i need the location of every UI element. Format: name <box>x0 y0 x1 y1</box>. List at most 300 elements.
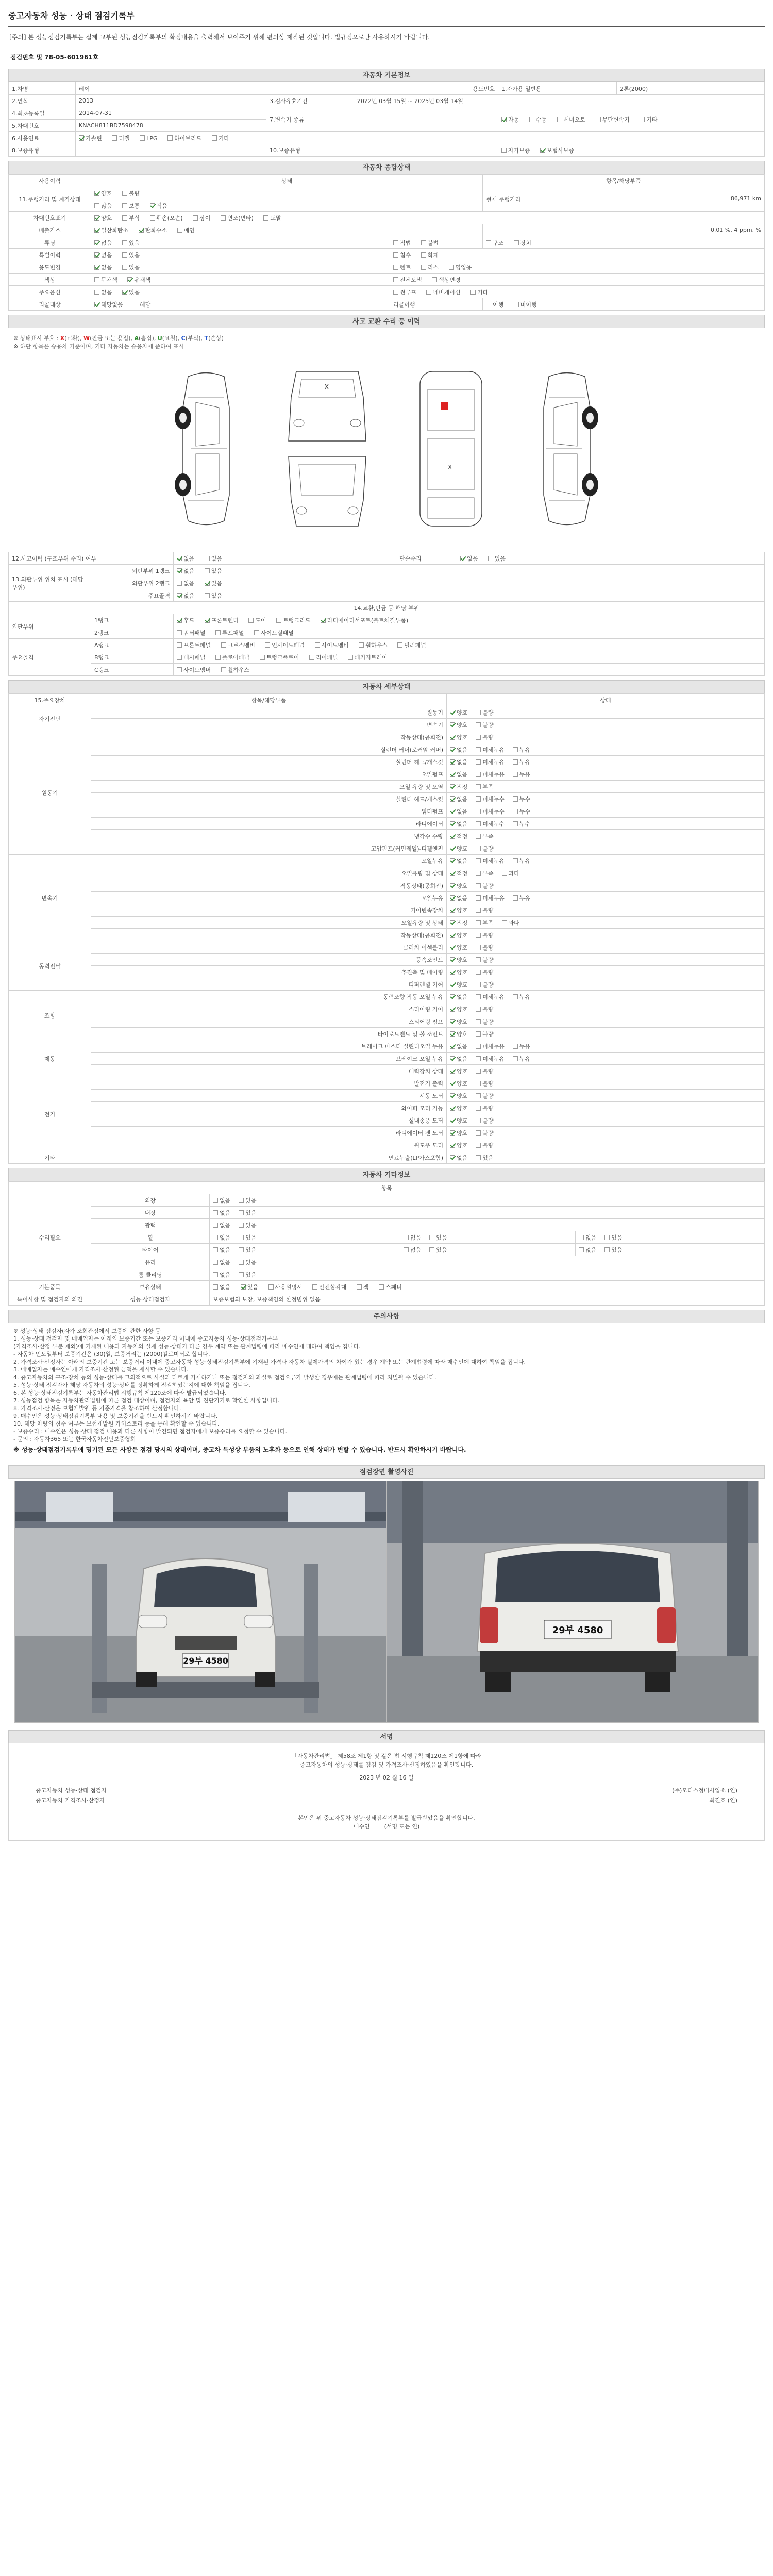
part-label: 내장 <box>91 1207 210 1219</box>
checkbox[interactable] <box>476 1143 481 1148</box>
checkbox[interactable] <box>213 1247 218 1252</box>
checkbox[interactable] <box>213 1260 218 1265</box>
checkbox[interactable] <box>501 117 507 122</box>
checkbox[interactable] <box>94 252 99 258</box>
checkbox[interactable] <box>476 1130 481 1136</box>
component-status: 양호 불량 <box>447 954 765 966</box>
inspector-value: (주)모터스정비사업소 (인) <box>672 1787 737 1794</box>
checkbox[interactable] <box>94 302 99 307</box>
checkbox[interactable] <box>450 1007 455 1012</box>
component-status: 양호 불량 <box>447 842 765 855</box>
status-options: 양호 불량 <box>91 187 483 199</box>
accident-options: 없음 있음 <box>174 552 364 565</box>
checkbox[interactable] <box>254 630 259 635</box>
emission-values: 0.01 %, 4 ppm, % <box>483 224 765 236</box>
checkbox[interactable] <box>488 556 493 561</box>
checkbox[interactable] <box>122 215 127 221</box>
checkbox[interactable] <box>450 1143 455 1148</box>
checkbox[interactable] <box>476 809 481 814</box>
checkbox[interactable] <box>450 994 455 999</box>
form-number-label: 점검번호 및 <box>10 54 43 61</box>
component-label: 실내송풍 모터 <box>91 1114 447 1127</box>
checkbox[interactable] <box>502 871 507 876</box>
checkbox[interactable] <box>476 1069 481 1074</box>
checkbox[interactable] <box>239 1223 244 1228</box>
checkbox[interactable] <box>501 148 507 153</box>
first-reg-date: 2014-07-31 <box>76 107 266 120</box>
notice-text: [주의] 본 성능점검기록부는 실제 교부된 성능점검기록부의 확정내용을 출력해서 보여주기 위해 편의상 제작된 것입니다. 법규정으로만 사용하시기 바랍니다. <box>9 33 430 41</box>
checkbox[interactable] <box>205 593 210 598</box>
buyer-sign: (서명 또는 인) <box>384 1823 420 1830</box>
checkbox[interactable] <box>450 883 455 888</box>
buyer-label: 매수인 <box>353 1823 370 1830</box>
component-status: 없음 미세누수 누수 <box>447 793 765 805</box>
component-label: 오일유량 및 상태 <box>91 917 447 929</box>
status-options: 일산화탄소 탄화수소 매연 <box>91 224 483 236</box>
component-status: 양호 불량 <box>447 1015 765 1028</box>
component-status: 없음 미세누유 누유 <box>447 892 765 904</box>
signature-box <box>8 1743 765 1841</box>
checkbox[interactable] <box>450 920 455 925</box>
checkbox[interactable] <box>476 1044 481 1049</box>
checkbox[interactable] <box>514 302 519 307</box>
checkbox[interactable] <box>476 1093 481 1098</box>
checkbox[interactable] <box>470 290 476 295</box>
caution-line: 9. 매수인은 성능·상태점검기록부 내용 및 보증기간을 반드시 확인하시기 바랍니다. <box>13 1413 218 1419</box>
checkbox[interactable] <box>404 1247 409 1252</box>
opinion-label: 특이사항 및 점검자의 의견 <box>9 1293 91 1306</box>
status-options: 많음 보통 적음 <box>91 199 483 212</box>
checkbox[interactable] <box>476 846 481 851</box>
checkbox[interactable] <box>94 277 99 282</box>
checkbox[interactable] <box>177 581 182 586</box>
warranty-options: 자가보증 보험사보증 <box>498 144 765 157</box>
checkbox[interactable] <box>513 858 518 863</box>
rank-label: 2랭크 <box>91 626 174 639</box>
checkbox[interactable] <box>432 277 437 282</box>
other-table <box>8 1181 765 1306</box>
other-section-title: 자동차 기타정보 <box>8 1168 765 1181</box>
checkbox[interactable] <box>393 252 398 258</box>
inspector-label: 중고자동차 성능·상태 점검자 <box>36 1787 107 1794</box>
checkbox[interactable] <box>450 858 455 863</box>
checkbox[interactable] <box>450 945 455 950</box>
frame-options: 없음 있음 <box>174 577 765 589</box>
checkbox[interactable] <box>450 722 455 727</box>
checkbox[interactable] <box>450 1118 455 1123</box>
checkbox[interactable] <box>429 1235 434 1240</box>
checkbox[interactable] <box>426 290 431 295</box>
checkbox[interactable] <box>150 215 155 221</box>
checkbox[interactable] <box>476 834 481 839</box>
caution-line: 5. 성능·상태 점검자가 해당 자동차의 성능·상태를 정확하게 점검하였는지에 대한 책임을 집니다. <box>13 1382 250 1388</box>
system-group-label: 전기 <box>9 1077 91 1151</box>
checkbox[interactable] <box>315 642 320 648</box>
row-label: 리콜대상 <box>9 298 91 311</box>
checkbox[interactable] <box>450 796 455 802</box>
checkbox[interactable] <box>122 290 127 295</box>
checkbox[interactable] <box>213 1284 218 1290</box>
checkbox[interactable] <box>450 1044 455 1049</box>
car-top-diagram <box>410 366 492 531</box>
checkbox[interactable] <box>212 135 217 141</box>
part-label: 외장 <box>91 1194 210 1207</box>
checkbox[interactable] <box>393 277 398 282</box>
checkbox[interactable] <box>263 215 268 221</box>
checkbox[interactable] <box>177 667 182 672</box>
checkbox[interactable] <box>450 710 455 715</box>
part-label: 타이어 <box>91 1244 210 1256</box>
checkbox[interactable] <box>476 994 481 999</box>
checkbox[interactable] <box>449 265 454 270</box>
checkbox[interactable] <box>513 772 518 777</box>
checkbox[interactable] <box>476 710 481 715</box>
component-status: 적정 부족 과다 <box>447 867 765 879</box>
status-options: 없음 있음 <box>91 261 390 274</box>
caution-line: (가격조사·산정 부분 제외)에 기재된 내용과 자동차의 실제 성능·상태가 다른 경우 계약 또는 관계법령에 따라 매수인에 대하여 책임을 집니다. <box>13 1343 361 1350</box>
checkbox[interactable] <box>205 556 210 561</box>
checkbox[interactable] <box>450 834 455 839</box>
part-options: 없음 있음 <box>210 1207 765 1219</box>
checkbox[interactable] <box>513 796 518 802</box>
checkbox[interactable] <box>133 302 138 307</box>
sub-options: 썬루프 네비게이션 기타 <box>390 286 765 298</box>
checkbox[interactable] <box>239 1272 244 1277</box>
caution-line: 6. 본 성능·상태점검기록부는 자동차관리법 시행규칙 제120조에 따라 발급되었습니다. <box>13 1389 227 1396</box>
caution-line: - 문의 : 자동차365 또는 한국자동차진단보증협회 <box>13 1436 136 1443</box>
checkbox[interactable] <box>213 1272 218 1277</box>
row-label: 주요옵션 <box>9 286 91 298</box>
checkbox[interactable] <box>476 772 481 777</box>
status-options: 무채색 유채색 <box>91 274 390 286</box>
checkbox[interactable] <box>596 117 601 122</box>
checkbox[interactable] <box>79 135 84 141</box>
checkbox[interactable] <box>450 1155 455 1160</box>
checkbox[interactable] <box>476 883 481 888</box>
checkbox[interactable] <box>579 1247 584 1252</box>
checkbox[interactable] <box>450 821 455 826</box>
checkbox[interactable] <box>213 1198 218 1203</box>
checkbox[interactable] <box>450 809 455 814</box>
checkbox[interactable] <box>476 1007 481 1012</box>
checkbox[interactable] <box>450 846 455 851</box>
checkbox[interactable] <box>312 1284 317 1290</box>
checkbox[interactable] <box>177 568 182 573</box>
checkbox[interactable] <box>450 1056 455 1061</box>
checkbox[interactable] <box>112 135 117 141</box>
recall-label: 리콜이행 <box>390 298 483 311</box>
checkbox[interactable] <box>529 117 534 122</box>
checkbox[interactable] <box>213 1210 218 1215</box>
checkbox[interactable] <box>150 203 155 208</box>
checkbox[interactable] <box>450 735 455 740</box>
checkbox[interactable] <box>476 970 481 975</box>
checkbox[interactable] <box>94 203 99 208</box>
checkbox[interactable] <box>139 228 144 233</box>
checkbox[interactable] <box>177 556 182 561</box>
checkbox[interactable] <box>476 957 481 962</box>
mileage-cell: 현재 주행거리 86,971 km <box>483 187 765 212</box>
row-label: 특별이력 <box>9 249 91 261</box>
checkbox[interactable] <box>514 240 519 245</box>
checkbox[interactable] <box>205 568 210 573</box>
car-name: 레이 <box>76 82 266 95</box>
checkbox[interactable] <box>239 1210 244 1215</box>
checkbox[interactable] <box>239 1247 244 1252</box>
checkbox[interactable] <box>239 1198 244 1203</box>
checkbox[interactable] <box>513 759 518 765</box>
system-group-label: 자기진단 <box>9 706 91 731</box>
checkbox[interactable] <box>177 655 182 660</box>
checkbox[interactable] <box>404 1235 409 1240</box>
checkbox[interactable] <box>421 265 426 270</box>
checkbox[interactable] <box>276 618 281 623</box>
part-options: 없음 있음 <box>576 1244 765 1256</box>
checkbox[interactable] <box>540 148 545 153</box>
checkbox[interactable] <box>513 821 518 826</box>
checkbox[interactable] <box>476 784 481 789</box>
checkbox[interactable] <box>248 618 254 623</box>
checkbox[interactable] <box>140 135 145 141</box>
checkbox[interactable] <box>213 1235 218 1240</box>
checkbox[interactable] <box>379 1284 384 1290</box>
checkbox[interactable] <box>205 618 210 623</box>
checkbox[interactable] <box>94 290 99 295</box>
checkbox[interactable] <box>450 1069 455 1074</box>
checkbox[interactable] <box>239 1235 244 1240</box>
checkbox[interactable] <box>429 1247 434 1252</box>
checkbox[interactable] <box>393 265 398 270</box>
checkbox[interactable] <box>476 945 481 950</box>
component-label: 오일누유 <box>91 892 447 904</box>
checkbox[interactable] <box>393 290 398 295</box>
checkbox[interactable] <box>309 655 314 660</box>
checkbox[interactable] <box>450 1130 455 1136</box>
component-label: 기어변속장치 <box>91 904 447 917</box>
part-options: 없음 있음 <box>210 1194 765 1207</box>
checkbox[interactable] <box>513 895 518 901</box>
checkbox[interactable] <box>486 302 491 307</box>
checkbox[interactable] <box>221 667 226 672</box>
checkbox[interactable] <box>265 642 270 648</box>
checkbox[interactable] <box>513 809 518 814</box>
checkbox[interactable] <box>579 1235 584 1240</box>
checkbox[interactable] <box>460 556 465 561</box>
component-status: 양호 불량 <box>447 1102 765 1114</box>
checkbox[interactable] <box>221 642 226 648</box>
component-label: 브레이크 마스터 실린더오일 누유 <box>91 1040 447 1053</box>
component-label: 오일유량 및 상태 <box>91 867 447 879</box>
checkbox[interactable] <box>476 982 481 987</box>
checkbox[interactable] <box>450 1081 455 1086</box>
checkbox[interactable] <box>177 630 182 635</box>
checkbox[interactable] <box>450 1093 455 1098</box>
checkbox[interactable] <box>476 1106 481 1111</box>
checkbox[interactable] <box>122 240 127 245</box>
component-label: 등속조인트 <box>91 954 447 966</box>
caution-line: ※ 성능·상태 점검자(자가 조회관점에서 보증에 관한 사항 등 <box>13 1328 161 1334</box>
part-label: 휠 <box>91 1231 210 1244</box>
component-status: 양호 불량 <box>447 1065 765 1077</box>
rank-label: 1랭크 <box>91 614 174 626</box>
checkbox[interactable] <box>241 1284 246 1290</box>
checkbox[interactable] <box>450 933 455 938</box>
component-status: 양호 불량 <box>447 1090 765 1102</box>
checkbox[interactable] <box>476 920 481 925</box>
component-status: 적정 부족 <box>447 781 765 793</box>
svg-text:X: X <box>324 383 329 392</box>
checkbox[interactable] <box>177 228 182 233</box>
checkbox[interactable] <box>450 784 455 789</box>
component-label: 윈도우 모터 <box>91 1139 447 1151</box>
checkbox[interactable] <box>604 1235 610 1240</box>
checkbox[interactable] <box>513 1056 518 1061</box>
col-header: 상태 <box>447 694 765 706</box>
checkbox[interactable] <box>321 618 326 623</box>
checkbox[interactable] <box>476 796 481 802</box>
caution-line: - 자동차 인도일부터 보증기간은 (30)일, 보증거리는 (2000)킬로미터로 합니다. <box>13 1351 210 1358</box>
col-header: 항목 <box>9 1182 765 1194</box>
checkbox[interactable] <box>476 1056 481 1061</box>
checkbox[interactable] <box>450 957 455 962</box>
component-status: 양호 불량 <box>447 1077 765 1090</box>
checkbox[interactable] <box>397 642 402 648</box>
checkbox[interactable] <box>450 871 455 876</box>
checkbox[interactable] <box>476 858 481 863</box>
checkbox[interactable] <box>94 215 99 221</box>
col-header: 상태 <box>91 175 483 187</box>
front-photo-illustration <box>15 1481 386 1723</box>
checkbox[interactable] <box>513 1044 518 1049</box>
component-status: 없음 미세누유 누유 <box>447 756 765 768</box>
checkbox[interactable] <box>476 933 481 938</box>
component-label: 오일펌프 <box>91 768 447 781</box>
row-label: 1.차명 <box>9 82 76 95</box>
component-status: 양호 불량 <box>447 1127 765 1139</box>
frame-options: 없음 있음 <box>174 565 765 577</box>
checkbox[interactable] <box>502 920 507 925</box>
checkbox[interactable] <box>513 747 518 752</box>
checkbox[interactable] <box>177 618 182 623</box>
checkbox[interactable] <box>450 895 455 901</box>
checkbox[interactable] <box>604 1247 610 1252</box>
checkbox[interactable] <box>450 908 455 913</box>
part-label: 유리 <box>91 1256 210 1268</box>
system-group-label: 조향 <box>9 991 91 1040</box>
checkbox[interactable] <box>177 593 182 598</box>
checkbox[interactable] <box>513 994 518 999</box>
checkbox[interactable] <box>122 265 127 270</box>
col-header: 항목/해당부품 <box>483 175 765 187</box>
detail-table <box>8 693 765 1164</box>
checkbox[interactable] <box>476 735 481 740</box>
checkbox[interactable] <box>94 228 99 233</box>
checkbox[interactable] <box>260 655 265 660</box>
checkbox[interactable] <box>127 277 132 282</box>
caution-notes <box>8 1323 765 1461</box>
component-status: 양호 불량 <box>447 1003 765 1015</box>
damage-section-title: 사고 교환 수리 등 이력 <box>8 315 765 328</box>
checkbox[interactable] <box>239 1260 244 1265</box>
checkbox[interactable] <box>193 215 198 221</box>
checkbox[interactable] <box>94 265 99 270</box>
checkbox[interactable] <box>476 1118 481 1123</box>
component-status: 없음 미세누유 누유 <box>447 768 765 781</box>
checkbox[interactable] <box>421 240 426 245</box>
checkbox[interactable] <box>476 871 481 876</box>
caution-line: 2. 가격조사·산정자는 아래의 보증기간 또는 보증거리 이내에 중고자동차 성능·상태점검기록부에 기재된 가격과 자동차 실제가격의 차이가 있는 경우 계약 또는 관계법령에 따라 매수인에 대하여 책임을 집니다. <box>13 1359 526 1365</box>
checkbox[interactable] <box>393 240 398 245</box>
checkbox[interactable] <box>215 630 221 635</box>
photos-row <box>8 1479 765 1723</box>
part-options: 없음 있음 <box>210 1219 765 1231</box>
checkbox[interactable] <box>557 117 562 122</box>
part-options: 후드 프론트펜더 도어 트렁크리드 라디에이터서포트(볼트체결부품) <box>174 614 765 626</box>
checkbox[interactable] <box>122 203 127 208</box>
legend: ※ 상태표시 부호 : X(교환), W(판금 또는 용접), A(흠집), U(요철), C(부식), T(손상) ※ 하단 항목은 승용차 기준이며, 기타 자동차는 승용차에 준하여 표시 <box>13 335 224 350</box>
damage-table <box>8 552 765 676</box>
part-label: 광택 <box>91 1219 210 1231</box>
checkbox[interactable] <box>476 759 481 765</box>
system-group-label: 동력전달 <box>9 941 91 991</box>
checkbox[interactable] <box>177 642 182 648</box>
checkbox[interactable] <box>450 1019 455 1024</box>
checkbox[interactable] <box>122 252 127 258</box>
buyer-line: 본인은 위 중고자동차 성능·상태점검기록부를 발급받았음을 확인합니다. <box>298 1815 475 1821</box>
checkbox[interactable] <box>348 655 353 660</box>
checkbox[interactable] <box>359 642 364 648</box>
sub-options: 적법 불법 <box>390 236 483 249</box>
checkbox[interactable] <box>476 747 481 752</box>
caution-emphasis: ※ 성능·상태점검기록부에 명기된 모든 사항은 점검 당시의 상태이며, 중고차 특성상 부품의 노후화 등으로 인해 상태가 변할 수 있습니다. 반드시 확인하시기 바랍니다. <box>13 1446 466 1453</box>
checkbox[interactable] <box>94 240 99 245</box>
component-status: 없음 미세누유 누유 <box>447 991 765 1003</box>
checkbox[interactable] <box>476 1031 481 1037</box>
checkbox[interactable] <box>476 821 481 826</box>
checkbox[interactable] <box>94 191 99 196</box>
checkbox[interactable] <box>640 117 645 122</box>
checkbox[interactable] <box>450 1106 455 1111</box>
checkbox[interactable] <box>450 772 455 777</box>
checkbox[interactable] <box>268 1284 274 1290</box>
checkbox[interactable] <box>215 655 221 660</box>
component-label: 발전기 출력 <box>91 1077 447 1090</box>
checkbox[interactable] <box>357 1284 362 1290</box>
checkbox[interactable] <box>450 982 455 987</box>
checkbox[interactable] <box>476 1081 481 1086</box>
checkbox[interactable] <box>450 1031 455 1037</box>
checkbox[interactable] <box>421 252 426 258</box>
checkbox[interactable] <box>167 135 173 141</box>
checkbox[interactable] <box>213 1223 218 1228</box>
checkbox[interactable] <box>476 722 481 727</box>
checkbox[interactable] <box>486 240 491 245</box>
row-label: 용도변경 <box>9 261 91 274</box>
checkbox[interactable] <box>221 215 226 221</box>
checkbox[interactable] <box>476 1155 481 1160</box>
checkbox[interactable] <box>205 581 210 586</box>
caution-line: 10. 해당 차량의 침수 여부는 보험개발원 카히스토리 등을 통해 확인할 수 있습니다. <box>13 1420 220 1427</box>
rank-label: A랭크 <box>91 639 174 651</box>
checkbox[interactable] <box>450 970 455 975</box>
checkbox[interactable] <box>122 191 127 196</box>
checkbox[interactable] <box>476 1019 481 1024</box>
checkbox[interactable] <box>476 908 481 913</box>
checkbox[interactable] <box>476 895 481 901</box>
checkbox[interactable] <box>450 747 455 752</box>
car-front-rear-diagram <box>281 366 374 531</box>
checkbox[interactable] <box>450 759 455 765</box>
